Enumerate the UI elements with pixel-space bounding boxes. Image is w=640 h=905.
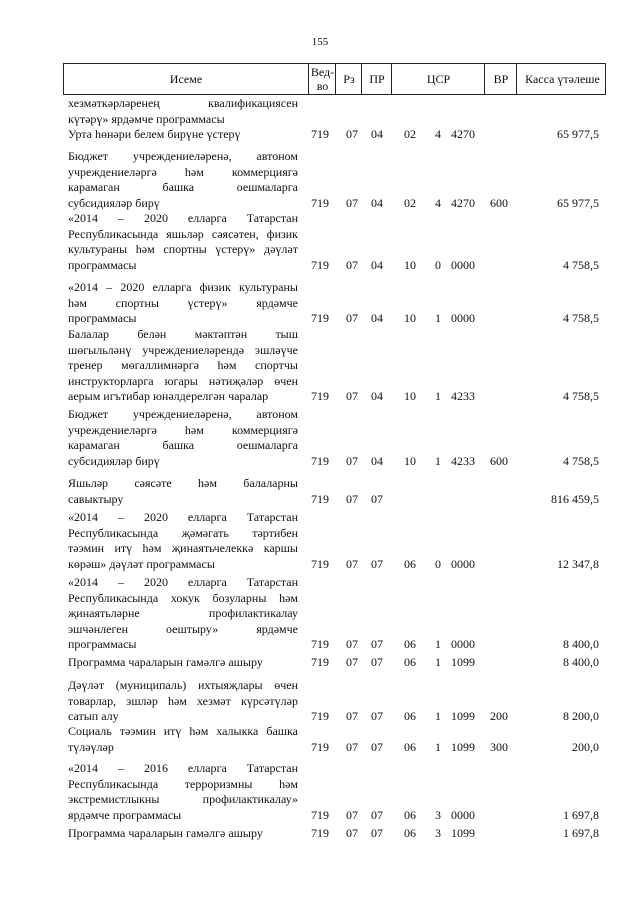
table-row bbox=[0, 510, 640, 572]
row-pr: 07 bbox=[371, 655, 383, 669]
table-row bbox=[0, 476, 640, 507]
row-rz: 07 bbox=[346, 556, 358, 571]
row-pr: 07 bbox=[371, 709, 383, 723]
table-row bbox=[0, 407, 640, 469]
row-name-line: учреждениеләргә һәм коммерциягә bbox=[68, 164, 298, 179]
row-name bbox=[68, 211, 298, 273]
row-name-line: ярдәмче программасы bbox=[68, 807, 182, 822]
header-pr: ПР bbox=[361, 64, 392, 94]
row-name-line: савыктыру bbox=[68, 491, 124, 506]
row-name-line: инструкторларга югары нәтиҗәләр өчен bbox=[68, 373, 298, 388]
row-ved: 719 bbox=[311, 556, 329, 571]
header-vr: ВР bbox=[484, 64, 517, 94]
row-c1: 10 bbox=[404, 389, 416, 403]
table-row bbox=[0, 655, 640, 671]
row-c3: 1099 bbox=[451, 826, 475, 840]
row-amount: 8 200,0 bbox=[563, 709, 599, 723]
row-rz: 07 bbox=[346, 311, 358, 325]
row-name-line: программасы bbox=[68, 257, 137, 272]
row-c1: 06 bbox=[404, 826, 416, 840]
row-rz: 07 bbox=[346, 739, 358, 754]
row-vr: 600 bbox=[490, 453, 508, 468]
row-name-line: Урта һөнәри белем бирүне үстерү bbox=[68, 127, 241, 141]
row-pr: 07 bbox=[371, 826, 383, 840]
row-amount: 12 347,8 bbox=[557, 556, 599, 571]
row-c1: 02 bbox=[404, 195, 416, 210]
row-name bbox=[68, 575, 298, 653]
row-ved: 719 bbox=[311, 826, 329, 840]
row-ved: 719 bbox=[311, 257, 329, 272]
row-c1: 10 bbox=[404, 311, 416, 325]
row-name bbox=[68, 724, 298, 755]
row-name-line: программасы bbox=[68, 637, 137, 651]
row-name-line: түләүләр bbox=[68, 739, 114, 754]
table-row bbox=[0, 826, 640, 842]
row-name bbox=[68, 327, 298, 405]
row-c2: 4 bbox=[435, 127, 441, 141]
row-pr: 04 bbox=[371, 195, 383, 210]
row-name-line: тәэмин итү һәм җинаятьчелеккә каршы bbox=[68, 541, 298, 555]
row-ved: 719 bbox=[311, 453, 329, 468]
row-c2: 1 bbox=[435, 709, 441, 723]
row-rz: 07 bbox=[346, 826, 358, 840]
row-name-line: Бюджет учреждениеләренә, автоном bbox=[68, 407, 298, 421]
row-c1: 06 bbox=[404, 739, 416, 754]
row-pr: 04 bbox=[371, 311, 383, 325]
table-row bbox=[0, 575, 640, 653]
row-c2: 1 bbox=[435, 655, 441, 669]
header-rz: Рз bbox=[335, 64, 362, 94]
row-amount: 8 400,0 bbox=[563, 655, 599, 669]
row-pr: 07 bbox=[371, 739, 383, 754]
row-c3: 4270 bbox=[451, 127, 475, 141]
row-ved: 719 bbox=[311, 637, 329, 651]
row-name bbox=[68, 407, 298, 469]
row-c3: 1099 bbox=[451, 709, 475, 723]
row-name-line: Республикасында җәмәгать тәртибен bbox=[68, 525, 298, 540]
row-c2: 1 bbox=[435, 389, 441, 403]
row-c2: 3 bbox=[435, 826, 441, 840]
row-c1: 10 bbox=[404, 257, 416, 272]
row-c1: 06 bbox=[404, 637, 416, 651]
row-rz: 07 bbox=[346, 655, 358, 669]
table-row bbox=[0, 211, 640, 273]
header-ved: Вед-во bbox=[308, 64, 336, 94]
row-rz: 07 bbox=[346, 257, 358, 272]
row-vr: 200 bbox=[490, 709, 508, 723]
row-ved: 719 bbox=[311, 807, 329, 822]
row-name-line: тренер мөгаллимнәргә һәм спортчы bbox=[68, 358, 298, 372]
row-rz: 07 bbox=[346, 453, 358, 468]
row-rz: 07 bbox=[346, 491, 358, 506]
row-c3: 0000 bbox=[451, 556, 475, 571]
row-name-line: аерым игътибар юнәлдерелгән чаралар bbox=[68, 389, 269, 403]
row-name bbox=[68, 655, 298, 671]
row-name bbox=[68, 761, 298, 823]
row-name-line: көрәш» дәүләт программасы bbox=[68, 556, 215, 571]
row-name bbox=[68, 510, 298, 572]
header-csr: ЦСР bbox=[391, 64, 485, 94]
row-ved: 719 bbox=[311, 739, 329, 754]
row-name-line: Республикасында яшьләр сәясәтен, физик bbox=[68, 226, 298, 241]
row-name-line: карамаган башка оешмаларга bbox=[68, 180, 298, 194]
row-c2: 0 bbox=[435, 556, 441, 571]
row-amount: 65 977,5 bbox=[557, 195, 599, 210]
row-pr: 04 bbox=[371, 389, 383, 403]
row-c3: 0000 bbox=[451, 257, 475, 272]
row-name-line: учреждениеләргә һәм коммерциягә bbox=[68, 422, 298, 437]
table-row bbox=[0, 149, 640, 211]
row-rz: 07 bbox=[346, 637, 358, 651]
row-c2: 1 bbox=[435, 453, 441, 468]
row-name bbox=[68, 678, 298, 725]
row-name-line: программасы bbox=[68, 311, 137, 325]
row-amount: 8 400,0 bbox=[563, 637, 599, 651]
row-name-line: «2014 – 2020 елларга Татарстан bbox=[68, 575, 298, 589]
row-c1: 06 bbox=[404, 556, 416, 571]
page-number: 155 bbox=[311, 36, 329, 48]
row-name-line: җинаятьләрне профилактикалау bbox=[68, 606, 298, 620]
row-pr: 07 bbox=[371, 637, 383, 651]
row-amount: 4 758,5 bbox=[563, 453, 599, 468]
row-name-line: культураны һәм спортны үстерү» дәүләт bbox=[68, 242, 298, 256]
row-amount: 200,0 bbox=[572, 739, 599, 754]
row-c1: 02 bbox=[404, 127, 416, 141]
row-ved: 719 bbox=[311, 491, 329, 506]
row-name-line: товарлар, эшләр һәм хезмәт күрсәтүләр bbox=[68, 693, 298, 708]
table-row bbox=[0, 327, 640, 405]
row-name-line: һәм спортны үстерү» ярдәмче bbox=[68, 295, 298, 310]
row-rz: 07 bbox=[346, 127, 358, 141]
header-name: Исеме bbox=[169, 72, 203, 86]
row-name-line: «2014 – 2020 елларга Татарстан bbox=[68, 211, 298, 225]
row-ved: 719 bbox=[311, 127, 329, 141]
row-c3: 0000 bbox=[451, 807, 475, 822]
row-c2: 4 bbox=[435, 195, 441, 210]
row-c2: 1 bbox=[435, 637, 441, 651]
row-vr: 600 bbox=[490, 195, 508, 210]
row-c3: 0000 bbox=[451, 637, 475, 651]
row-name bbox=[68, 96, 298, 127]
row-name-line: Программа чараларын гамәлгә ашыру bbox=[68, 826, 263, 840]
row-c2: 1 bbox=[435, 311, 441, 325]
row-name-line: Программа чараларын гамәлгә ашыру bbox=[68, 655, 263, 669]
row-pr: 04 bbox=[371, 453, 383, 468]
row-c2: 3 bbox=[435, 807, 441, 822]
row-pr: 07 bbox=[371, 807, 383, 822]
table-row bbox=[0, 678, 640, 725]
row-name bbox=[68, 127, 298, 143]
table-row bbox=[0, 280, 640, 327]
row-c3: 1099 bbox=[451, 655, 475, 669]
row-c3: 4233 bbox=[451, 389, 475, 403]
row-amount: 1 697,8 bbox=[563, 807, 599, 822]
row-name-line: күтәрү» ярдәмче программасы bbox=[68, 111, 225, 126]
row-name-line: «2014 – 2020 елларга физик культураны bbox=[68, 280, 298, 294]
row-name-line: Яшьләр сәясәте һәм балаларны bbox=[68, 476, 298, 490]
row-name bbox=[68, 476, 298, 507]
row-c2: 0 bbox=[435, 257, 441, 272]
row-amount: 4 758,5 bbox=[563, 257, 599, 272]
row-name-line: Социаль тәэмин итү һәм халыкка башка bbox=[68, 724, 298, 738]
row-name bbox=[68, 280, 298, 327]
row-name-line: карамаган башка оешмаларга bbox=[68, 438, 298, 452]
row-name-line: Республикасында терроризмны һәм bbox=[68, 776, 298, 791]
row-vr: 300 bbox=[490, 739, 508, 754]
row-c1: 06 bbox=[404, 655, 416, 669]
table-row bbox=[0, 761, 640, 823]
row-rz: 07 bbox=[346, 807, 358, 822]
row-c1: 10 bbox=[404, 453, 416, 468]
row-name-line: шөгыльләнү учреждениеләрендә эшләүче bbox=[68, 342, 298, 357]
row-ved: 719 bbox=[311, 389, 329, 403]
row-name-line: Балалар белән мәктәптән тыш bbox=[68, 327, 298, 341]
row-ved: 719 bbox=[311, 655, 329, 669]
row-rz: 07 bbox=[346, 709, 358, 723]
row-name-line: субсидияләр бирү bbox=[68, 453, 160, 468]
row-name-line: сатып алу bbox=[68, 709, 119, 723]
row-name-line: эшчәнлеген оештыру» ярдәмче bbox=[68, 621, 298, 636]
row-ved: 719 bbox=[311, 311, 329, 325]
table-header bbox=[63, 63, 606, 95]
row-c3: 4233 bbox=[451, 453, 475, 468]
row-name-line: экстремистлыкны профилактикалау» bbox=[68, 792, 298, 806]
row-amount: 816 459,5 bbox=[551, 491, 599, 506]
row-c2: 1 bbox=[435, 739, 441, 754]
row-c3: 1099 bbox=[451, 739, 475, 754]
row-name-line: Дәүләт (муниципаль) ихтыяҗлары өчен bbox=[68, 678, 298, 692]
row-pr: 07 bbox=[371, 556, 383, 571]
row-pr: 04 bbox=[371, 257, 383, 272]
row-ved: 719 bbox=[311, 195, 329, 210]
table-row bbox=[0, 96, 640, 127]
row-c1: 06 bbox=[404, 709, 416, 723]
row-name-line: «2014 – 2020 елларга Татарстан bbox=[68, 510, 298, 524]
row-ved: 719 bbox=[311, 709, 329, 723]
row-name-line: субсидияләр бирү bbox=[68, 195, 160, 210]
row-name-line: Бюджет учреждениеләренә, автоном bbox=[68, 149, 298, 163]
row-pr: 07 bbox=[371, 491, 383, 506]
row-pr: 04 bbox=[371, 127, 383, 141]
table-row bbox=[0, 724, 640, 755]
row-name-line: Республикасында хокук бозуларны һәм bbox=[68, 590, 298, 605]
row-name-line: «2014 – 2016 елларга Татарстан bbox=[68, 761, 298, 775]
header-kassa: Касса үтәлеше bbox=[516, 64, 608, 94]
row-rz: 07 bbox=[346, 195, 358, 210]
row-name-line: хезмәткәрләренең квалификациясен bbox=[68, 96, 298, 110]
row-rz: 07 bbox=[346, 389, 358, 403]
row-name bbox=[68, 826, 298, 842]
row-amount: 65 977,5 bbox=[557, 127, 599, 141]
row-c3: 4270 bbox=[451, 195, 475, 210]
row-amount: 4 758,5 bbox=[563, 389, 599, 403]
row-c3: 0000 bbox=[451, 311, 475, 325]
table-row bbox=[0, 127, 640, 143]
row-c1: 06 bbox=[404, 807, 416, 822]
row-name bbox=[68, 149, 298, 211]
row-amount: 4 758,5 bbox=[563, 311, 599, 325]
row-amount: 1 697,8 bbox=[563, 826, 599, 840]
